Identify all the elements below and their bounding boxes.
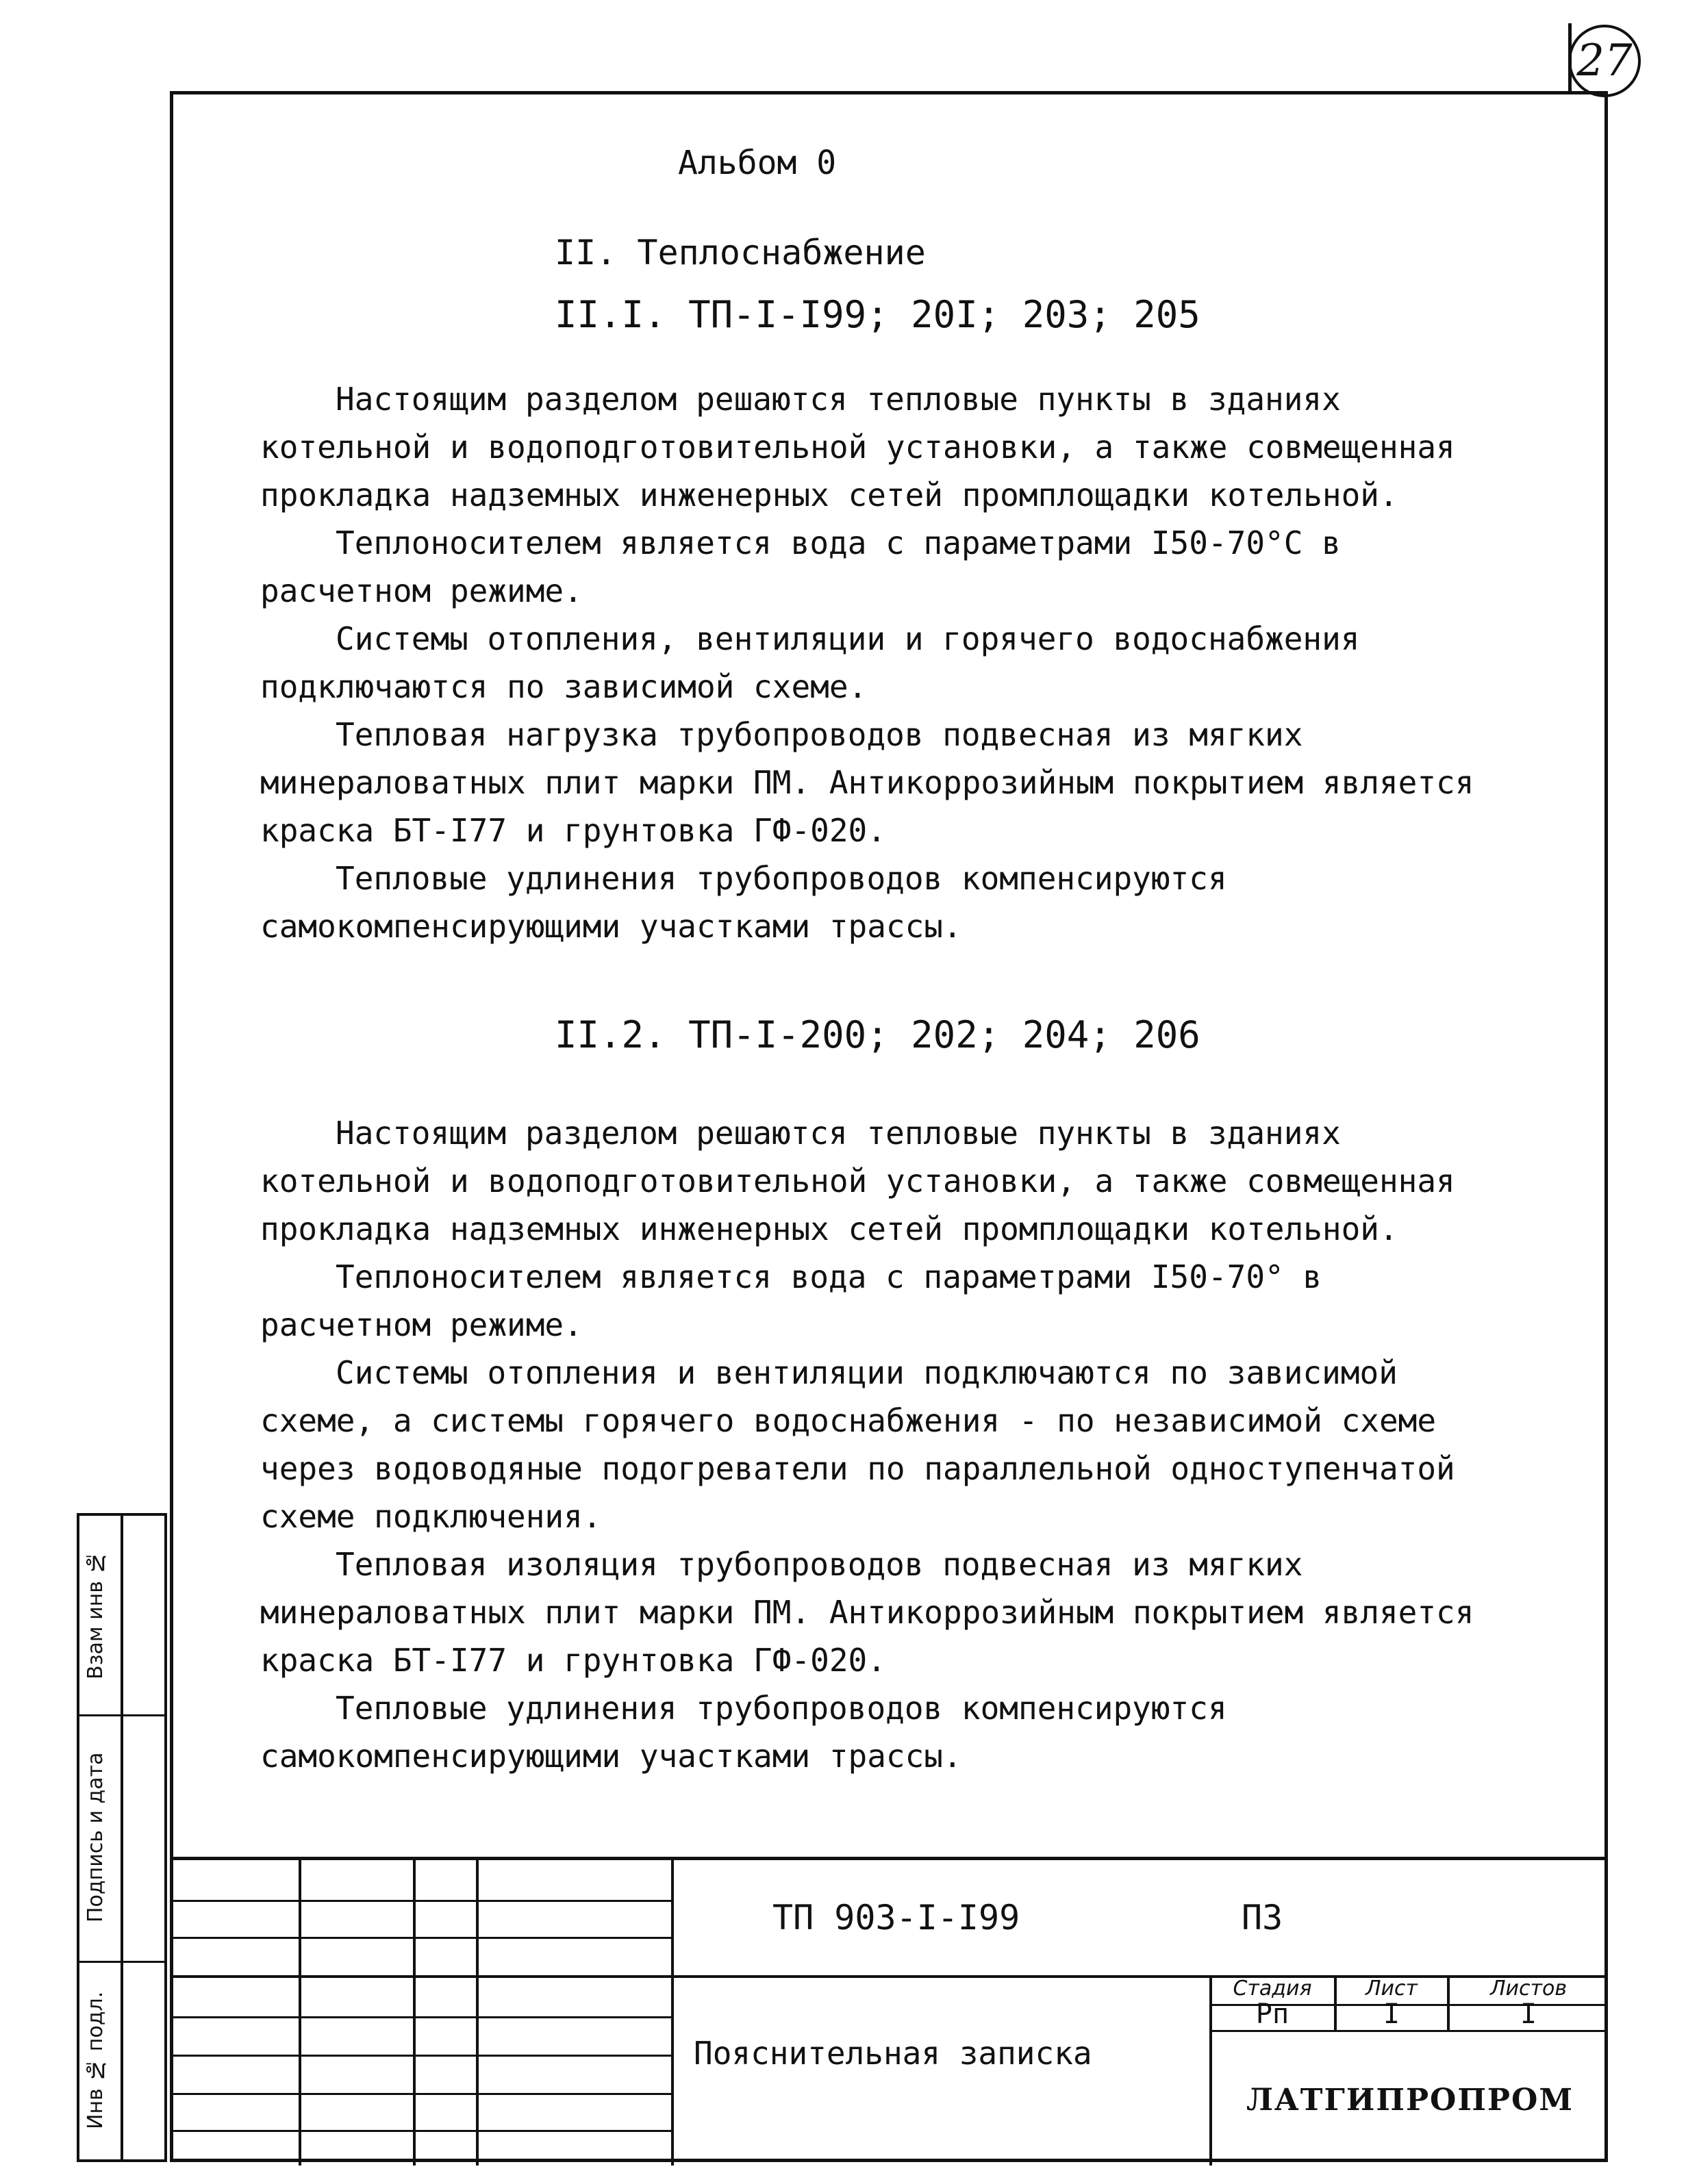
stage-value: Рп [1255, 1998, 1289, 2030]
paragraph: Системы отопления и вентиляции подключаются по зависимой схеме, а системы горячего водоснабжения - по независимой схеме через водоводяные подогреватели по параллельной одноступенчатой схеме подключения. [260, 1354, 1455, 1535]
sheet-value: I [1383, 1998, 1400, 2030]
title-block [170, 1857, 1608, 2166]
paragraph: Тепловая нагрузка трубопроводов подвесная из мягких минераловатных плит марки ПМ. Антикоррозийным покрытием является краска БТ-I77 и грунтовка ГФ-020. [260, 716, 1474, 849]
subsection-1-title: II.I. ТП-I-I99; 20I; 203; 205 [555, 293, 1200, 336]
organization: ЛАТГИПРОПРОМ [1246, 2083, 1574, 2118]
sheets-value: I [1520, 1998, 1537, 2030]
side-stamp-inv: Инв № подл. [84, 1991, 108, 2129]
album-title: Альбом 0 [678, 144, 837, 182]
subsection-2-body [260, 1109, 1500, 1780]
sheets-label: Листов [1489, 1977, 1568, 2001]
paragraph: Теплоносителем является вода с параметрами I50-70°С в расчетном режиме. [260, 524, 1341, 609]
side-stamp-vzam: Взам инв № [84, 1550, 108, 1680]
doc-name: Пояснительная записка [694, 2035, 1092, 2072]
side-stamp-podpis: Подпись и дата [84, 1752, 108, 1923]
paragraph: Тепловые удлинения трубопроводов компенсируются самокомпенсирующими участками трассы. [260, 860, 1227, 945]
doc-mark: ПЗ [1242, 1898, 1283, 1938]
section-title: II. Теплоснабжение [555, 233, 926, 272]
page-number: 27 [1568, 25, 1641, 97]
subsection-1-body [260, 375, 1500, 950]
stage-label: Стадия [1233, 1977, 1312, 2001]
paragraph: Тепловая изоляция трубопроводов подвесная из мягких минераловатных плит марки ПМ. Антикоррозийным покрытием является краска БТ-I77 и грунтовка ГФ-020. [260, 1546, 1474, 1679]
side-stamp [77, 1513, 167, 2162]
paragraph: Системы отопления, вентиляции и горячего водоснабжения подключаются по зависимой схеме. [260, 620, 1360, 705]
doc-code: ТП 903-I-I99 [772, 1898, 1020, 1938]
paragraph: Настоящим разделом решаются тепловые пункты в зданиях котельной и водоподготовительной установки, а также совмещенная прокладка надземных инженерных сетей промплощадки котельной. [260, 381, 1455, 513]
subsection-2-title: II.2. ТП-I-200; 202; 204; 206 [555, 1013, 1200, 1056]
sheet-label: Лист [1365, 1977, 1418, 2001]
paragraph: Теплоносителем является вода с параметрами I50-70° в расчетном режиме. [260, 1258, 1322, 1343]
paragraph: Тепловые удлинения трубопроводов компенсируются самокомпенсирующими участками трассы. [260, 1690, 1227, 1775]
paragraph: Настоящим разделом решаются тепловые пункты в зданиях котельной и водоподготовительной установки, а также совмещенная прокладка надземных инженерных сетей промплощадки котельной. [260, 1115, 1455, 1247]
